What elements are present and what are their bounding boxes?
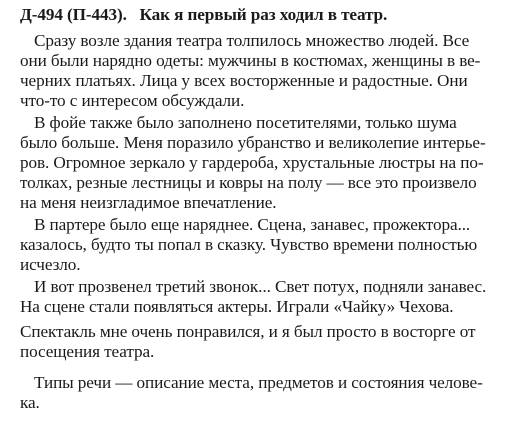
text-line: что-то с интересом обсуждали. xyxy=(20,91,245,110)
text-line: ка. xyxy=(20,393,40,412)
text-line: Сразу возле здания театра толпилось множество людей. Все xyxy=(34,31,470,50)
text-line: В фойе также было заполнено посетителями, только шума xyxy=(34,113,457,132)
text-line: исчезло. xyxy=(20,255,81,274)
text-line: на меня неизгладимое впечатление. xyxy=(20,193,277,212)
text-line: было больше. Меня поразило убранство и великолепие интерье- xyxy=(20,133,486,152)
text-line: На сцене стали появляться актеры. Играли «Чайку» Чехова. xyxy=(20,297,454,316)
text-line: посещения театра. xyxy=(20,342,155,361)
text-line: И вот прозвенел третий звонок... Свет потух, подняли занавес. xyxy=(34,277,487,296)
text-line: Спектакль мне очень понравился, и я был просто в восторге от xyxy=(20,322,476,341)
exercise-title: Как я первый раз ходил в театр. xyxy=(139,5,388,24)
text-line: В партере было еще наряднее. Сцена, занавес, прожектора... xyxy=(34,215,471,234)
text-line: они были нарядно одеты: мужчины в костюмах, женщины в ве- xyxy=(20,51,481,70)
text-line: толках, резные лестницы и ковры на полу — все это произвело xyxy=(20,173,477,192)
text-line: казалось, будто ты попал в сказку. Чувство времени полностью xyxy=(20,235,478,254)
text-line: Типы речи — описание места, предметов и состояния челове- xyxy=(34,373,483,392)
exercise-heading xyxy=(20,5,387,25)
exercise-number: Д-494 (П-443). xyxy=(20,5,127,24)
text-line: черних платьях. Лица у всех восторженные и радостные. Они xyxy=(20,71,468,90)
text-line: ров. Огромное зеркало у гардероба, хрустальные люстры на по- xyxy=(20,153,484,172)
